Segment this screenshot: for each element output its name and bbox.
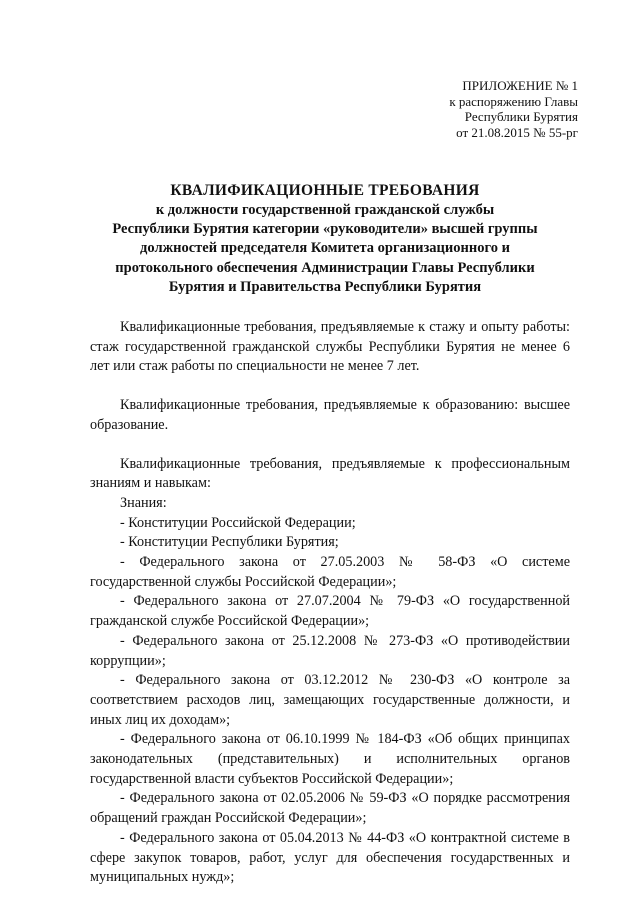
knowledge-item: - Федерального закона от 27.07.2004 № 79-ФЗ «О государственной гражданской службе Российской Федерации»;	[90, 593, 570, 630]
knowledge-item: - Федерального закона от 03.12.2012 № 230-ФЗ «О контроле за соответствием расходов лиц, замещающих государственные должности, и иных лиц их доходам»;	[90, 672, 570, 728]
appendix-line: к распоряжению Главы	[449, 93, 578, 109]
title-line: к должности государственной гражданской службы	[155, 202, 495, 218]
knowledge-item: - Федерального закона от 02.05.2006 № 59-ФЗ «О порядке рассмотрения обращений граждан Российской Федерации»;	[90, 790, 570, 827]
document-body	[90, 318, 570, 888]
appendix-header	[449, 78, 578, 140]
knowledge-item: - Конституции Российской Федерации;	[120, 514, 356, 531]
title-main: КВАЛИФИКАЦИОННЫЕ ТРЕБОВАНИЯ	[170, 182, 480, 199]
knowledge-intro-paragraph: Квалификационные требования, предъявляемые к профессиональным знаниям и навыкам:	[90, 455, 570, 492]
knowledge-item: - Федерального закона от 27.05.2003 № 58-ФЗ «О системе государственной службы Российской Федерации»;	[90, 554, 570, 590]
knowledge-item: - Конституции Республики Бурятия;	[120, 534, 339, 551]
title-line: должностей председателя Комитета организационного и	[140, 240, 510, 257]
knowledge-item: - Федерального закона от 05.04.2013 № 44-ФЗ «О контрактной системе в сфере закупок товаров, работ, услуг для обеспечения государственных и муниципальных нужд»;	[90, 829, 570, 886]
knowledge-item: - Федерального закона от 25.12.2008 № 273-ФЗ «О противодействии коррупции»;	[90, 632, 570, 669]
knowledge-label: Знания:	[120, 494, 167, 511]
document-title	[70, 181, 580, 297]
experience-paragraph: Квалификационные требования, предъявляемые к стажу и опыту работы: стаж государственной гражданской службы Республики Бурятия не менее 6 лет или стаж работы по специальности не менее 7 лет.	[90, 319, 570, 375]
knowledge-item: - Федерального закона от 06.10.1999 № 184-ФЗ «Об общих принципах законодательных (представительных) и исполнительных органов государственной власти субъектов Российской Федерации»;	[90, 731, 570, 787]
title-line: Республики Бурятия категории «руководители» высшей группы	[112, 221, 538, 238]
title-line: Бурятия и Правительства Республики Бурятия	[168, 278, 482, 295]
appendix-line: Республики Бурятия	[464, 109, 578, 124]
title-line: протокольного обеспечения Администрации Главы Республики	[115, 259, 535, 276]
appendix-line: ПРИЛОЖЕНИЕ № 1	[462, 78, 578, 93]
education-paragraph: Квалификационные требования, предъявляемые к образованию: высшее образование.	[90, 397, 570, 433]
appendix-line: от 21.08.2015 № 55-рг	[456, 124, 578, 140]
